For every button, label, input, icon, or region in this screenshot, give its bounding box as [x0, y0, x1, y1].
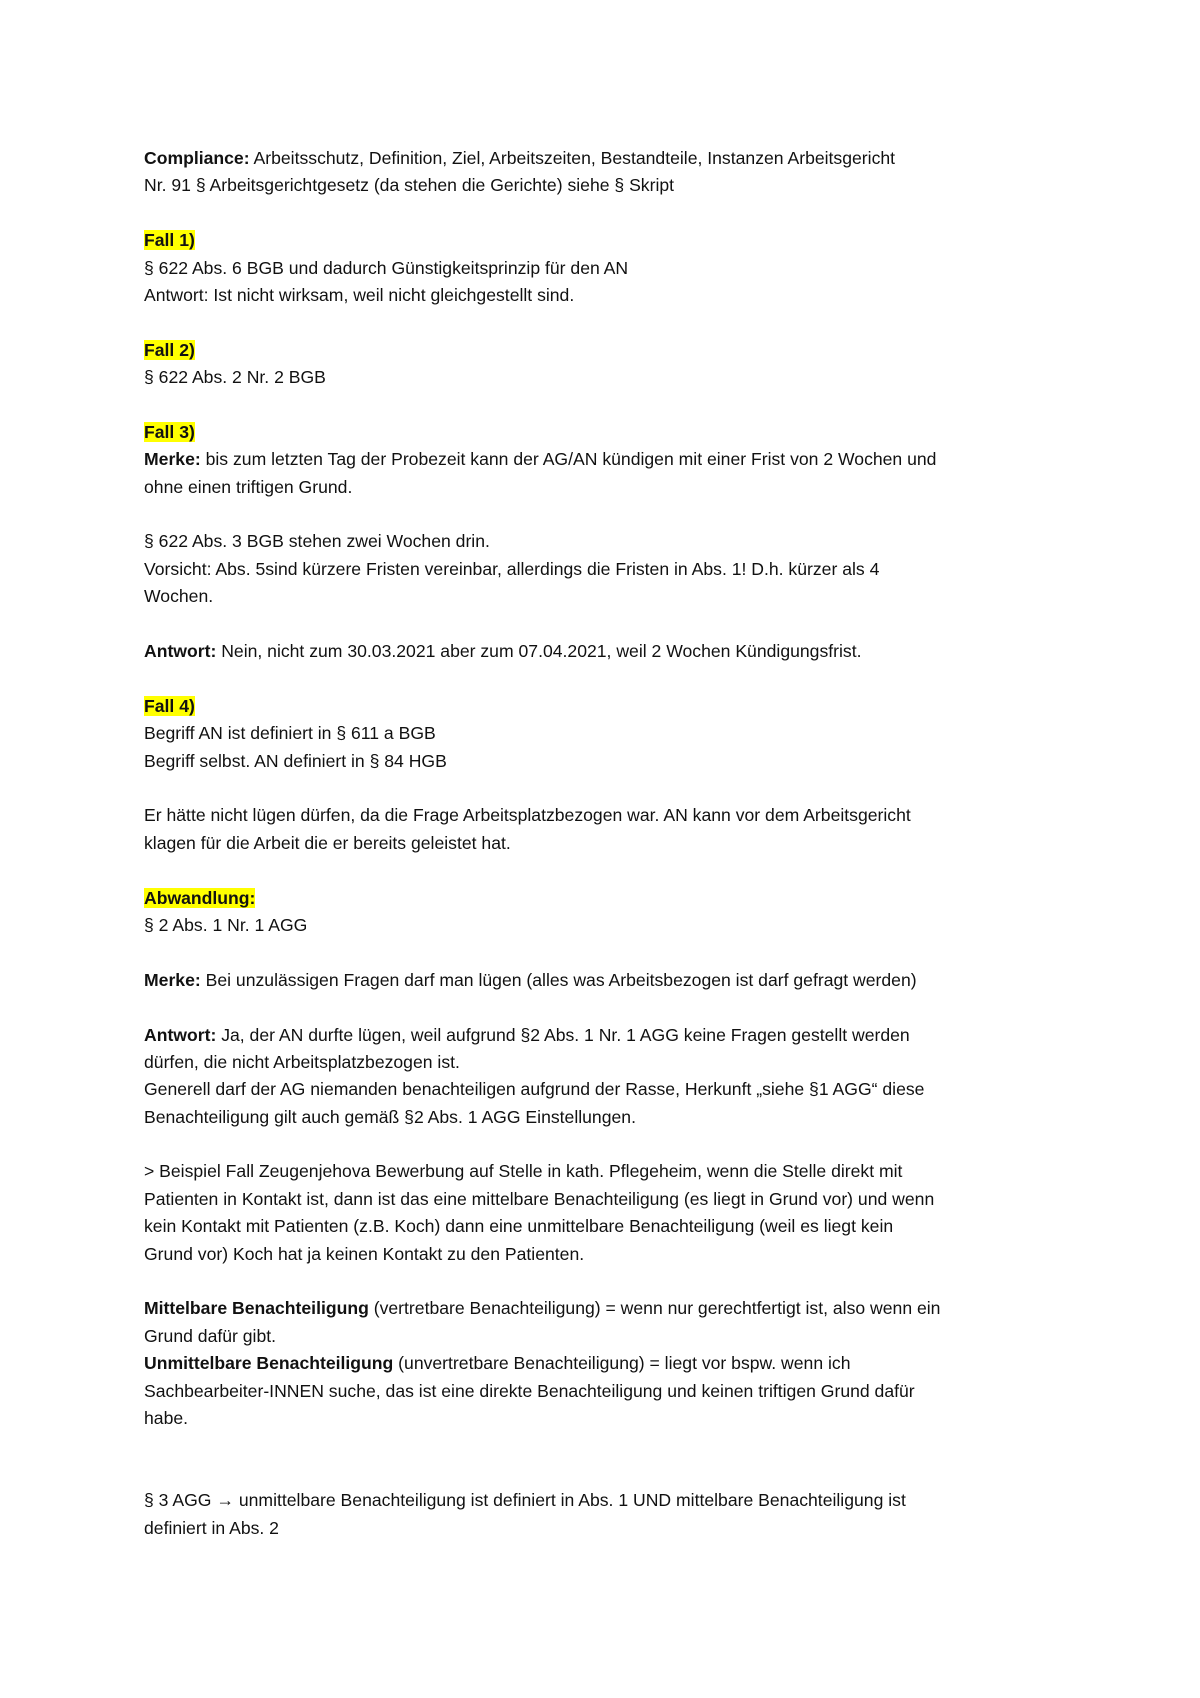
agg3-line [144, 1487, 1074, 1514]
document-body [144, 145, 1074, 1542]
fall3-para2-line-2: Vorsicht: Abs. 5sind kürzere Fristen vereinbar, allerdings die Fristen in Abs. 1! D.h. kürzer als 4 [144, 558, 880, 579]
arrow-right-icon: → [216, 1490, 234, 1511]
fall3-para2-line-1: § 622 Abs. 3 BGB stehen zwei Wochen drin. [144, 531, 490, 552]
fall3-merke-line [144, 446, 1074, 473]
abwandlung-heading-line [144, 885, 1074, 912]
fall4-heading: Fall 4) [144, 695, 195, 716]
intro-line-2: Nr. 91 § Arbeitsgerichtgesetz (da stehen die Gerichte) siehe § Skript [144, 175, 675, 196]
mittelbar-line-2: Grund dafür gibt. [144, 1325, 277, 1346]
abwandlung-heading: Abwandlung: [144, 887, 256, 908]
fall1-line-1: § 622 Abs. 6 BGB und dadurch Günstigkeitsprinzip für den AN [144, 257, 629, 278]
abwandlung-answer-line-2: dürfen, die nicht Arbeitsplatzbezogen ist. [144, 1051, 460, 1072]
abwandlung-answer-line [144, 1022, 1074, 1049]
fall3-heading-line [144, 419, 1074, 446]
fall2-heading-line [144, 337, 1074, 364]
abwandlung-merke-line [144, 967, 1074, 994]
intro-line [144, 145, 1074, 172]
fall4-line-1: Begriff AN ist definiert in § 611 a BGB [144, 723, 436, 744]
abwandlung-answer-label: Antwort: [144, 1024, 217, 1045]
fall3-answer-text: Nein, nicht zum 30.03.2021 aber zum 07.04.2021, weil 2 Wochen Kündigungsfrist. [216, 641, 862, 662]
abwandlung-line-1: § 2 Abs. 1 Nr. 1 AGG [144, 914, 308, 935]
agg3-line-2: definiert in Abs. 2 [144, 1517, 279, 1538]
fall4-para2-line-1: Er hätte nicht lügen dürfen, da die Frage Arbeitsplatzbezogen war. AN kann vor dem Arbeitsgericht [144, 805, 911, 826]
example-line-4: Grund vor) Koch hat ja keinen Kontakt zu den Patienten. [144, 1243, 585, 1264]
compliance-text: Arbeitsschutz, Definition, Ziel, Arbeitszeiten, Bestandteile, Instanzen Arbeitsgericht [249, 148, 896, 168]
fall3-merke-cont: ohne einen triftigen Grund. [144, 476, 353, 497]
fall3-para2-line-3: Wochen. [144, 586, 214, 607]
abwandlung-answer-line-4: Benachteiligung gilt auch gemäß §2 Abs. 1 AGG Einstellungen. [144, 1106, 636, 1127]
unmittelbar-line [144, 1350, 1074, 1377]
example-line-1: > Beispiel Fall Zeugenjehova Bewerbung auf Stelle in kath. Pflegeheim, wenn die Stelle direkt mit [144, 1161, 903, 1182]
abwandlung-answer-text: Ja, der AN durfte lügen, weil aufgrund §2 Abs. 1 Nr. 1 AGG keine Fragen gestellt werden [216, 1024, 910, 1045]
fall3-answer-label: Antwort: [144, 641, 217, 662]
abwandlung-answer-line-3: Generell darf der AG niemanden benachteiligen aufgrund der Rasse, Herkunft „siehe §1 AGG“ diese [144, 1079, 925, 1100]
unmittelbar-label: Unmittelbare Benachteiligung [144, 1353, 394, 1374]
compliance-label: Compliance: [144, 148, 250, 168]
mittelbar-line [144, 1295, 1074, 1322]
example-line-3: kein Kontakt mit Patienten (z.B. Koch) dann eine unmittelbare Benachteiligung (weil es liegt kein [144, 1216, 894, 1237]
fall3-answer-line [144, 638, 1074, 665]
fall4-para2-line-2: klagen für die Arbeit die er bereits geleistet hat. [144, 832, 511, 853]
agg3-prefix: § 3 AGG [144, 1490, 217, 1511]
abwandlung-merke-text: Bei unzulässigen Fragen darf man lügen (alles was Arbeitsbezogen ist darf gefragt werden) [200, 969, 917, 990]
fall3-merke-label: Merke: [144, 449, 201, 470]
abwandlung-merke-label: Merke: [144, 969, 201, 990]
fall3-merke-text: bis zum letzten Tag der Probezeit kann der AG/AN kündigen mit einer Frist von 2 Wochen und [200, 449, 937, 470]
agg3-text: unmittelbare Benachteiligung ist definiert in Abs. 1 UND mittelbare Benachteiligung ist [233, 1490, 906, 1511]
fall1-line-2: Antwort: Ist nicht wirksam, weil nicht gleichgestellt sind. [144, 284, 575, 305]
unmittelbar-line-2: Sachbearbeiter-INNEN suche, das ist eine direkte Benachteiligung und keinen triftigen Grund dafür [144, 1380, 915, 1401]
fall2-line-1: § 622 Abs. 2 Nr. 2 BGB [144, 367, 326, 388]
fall3-heading: Fall 3) [144, 421, 195, 442]
example-line-2: Patienten in Kontakt ist, dann ist das eine mittelbare Benachteiligung (es liegt in Grund vor) und wenn [144, 1188, 935, 1209]
mittelbar-label: Mittelbare Benachteiligung [144, 1298, 369, 1319]
fall1-heading: Fall 1) [144, 230, 195, 251]
fall1-heading-line [144, 227, 1074, 254]
fall4-heading-line [144, 693, 1074, 720]
fall4-line-2: Begriff selbst. AN definiert in § 84 HGB [144, 750, 447, 771]
fall2-heading: Fall 2) [144, 339, 195, 360]
mittelbar-text: (vertretbare Benachteiligung) = wenn nur gerechtfertigt ist, also wenn ein [368, 1298, 941, 1319]
unmittelbar-line-3: habe. [144, 1407, 189, 1428]
unmittelbar-text: (unvertretbare Benachteiligung) = liegt vor bspw. wenn ich [393, 1353, 851, 1374]
